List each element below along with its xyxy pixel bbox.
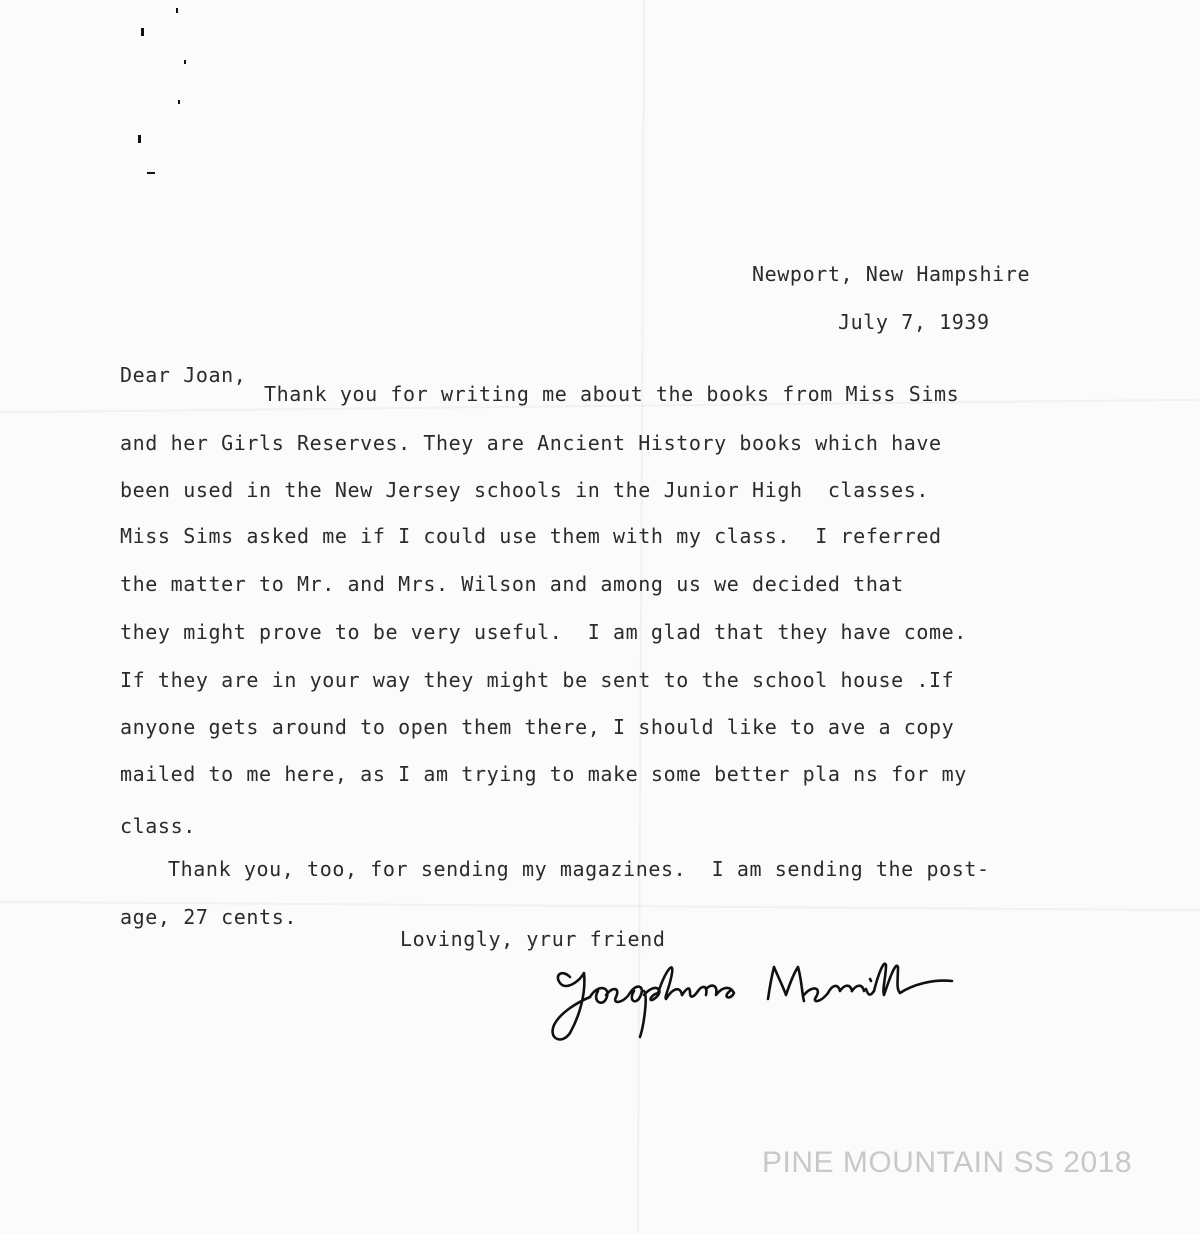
body-line: they might prove to be very useful. I am glad that they have come.: [120, 620, 967, 644]
body-line: If they are in your way they might be sent to the school house .If: [120, 668, 955, 692]
handwritten-signature: [540, 955, 960, 1045]
body-line: and her Girls Reserves. They are Ancient History books which have: [120, 431, 942, 455]
body-line: anyone gets around to open them there, I should like to ave a copy: [120, 715, 955, 739]
letter-salutation: Dear Joan,: [120, 363, 247, 387]
body-line: the matter to Mr. and Mrs. Wilson and among us we decided that: [120, 572, 904, 596]
body-line: Thank you, too, for sending my magazines. I am sending the post-: [168, 857, 990, 881]
stray-mark: [147, 172, 155, 174]
body-line: Miss Sims asked me if I could use them with my class. I referred: [120, 524, 942, 548]
body-line: class.: [120, 814, 196, 838]
stray-mark: [141, 28, 144, 36]
watermark: PINE MOUNTAIN SS 2018: [762, 1146, 1133, 1179]
body-line: been used in the New Jersey schools in the Junior High classes.: [120, 478, 930, 502]
letter-date: July 7, 1939: [838, 310, 990, 334]
letter-closing: Lovingly, yrur friend: [400, 927, 666, 951]
fold-crease: [637, 0, 645, 1234]
body-line: Thank you for writing me about the books from Miss Sims: [264, 382, 960, 406]
body-line: age, 27 cents.: [120, 905, 297, 929]
body-line: mailed to me here, as I am trying to make some better pla ns for my: [120, 762, 967, 786]
stray-mark: [176, 8, 178, 13]
letter-place: Newport, New Hampshire: [752, 262, 1031, 286]
stray-mark: [184, 60, 186, 64]
stray-mark: [138, 135, 141, 143]
stray-mark: [178, 100, 180, 104]
